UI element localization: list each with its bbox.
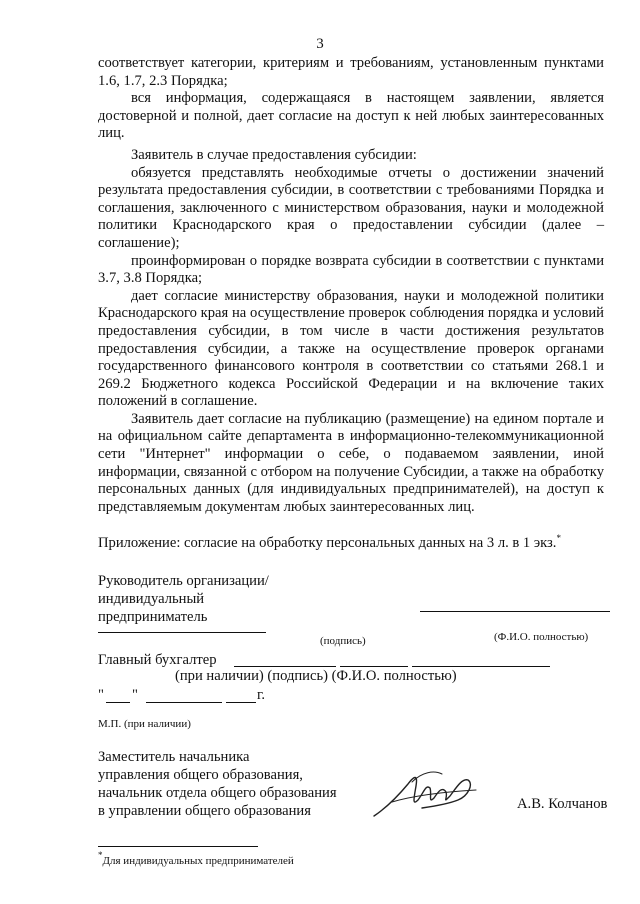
- date-close-quote: ": [132, 687, 138, 703]
- paragraph: Заявитель в случае предоставления субсидии:: [131, 146, 417, 163]
- date-year-suffix: г.: [257, 687, 265, 703]
- attachment-footnote-mark: *: [556, 533, 561, 543]
- signature-caption: (подпись): [320, 635, 366, 647]
- signer-position-line-4: в управлении общего образования: [98, 803, 311, 819]
- head-label-line-1: Руководитель организации/: [98, 573, 269, 589]
- paragraph: обязуется представлять необходимые отчеты о достижении значений результата предоставления субсидии, в соответствии с требованиями Порядка и соглашения, заключенного с министерством образования, науки и молодежной политики Краснодарского края о предоставлении субсидии (далее – соглашение);: [98, 164, 604, 251]
- signer-name: А.В. Колчанов: [517, 796, 608, 812]
- accountant-caption: (при наличии) (подпись) (Ф.И.О. полностью): [175, 668, 457, 684]
- signature-line: [98, 632, 266, 633]
- paragraph: соответствует категории, критериям и требованиям, установленным пунктами 1.6, 1.7, 2.3 Порядка;: [98, 55, 604, 89]
- footnote-separator: [98, 846, 258, 847]
- fio-line: [420, 611, 610, 612]
- fio-caption: (Ф.И.О. полностью): [494, 631, 589, 643]
- date-year-line: [226, 702, 256, 703]
- chief-accountant-label: Главный бухгалтер: [98, 652, 217, 668]
- signer-position-line-3: начальник отдела общего образования: [98, 785, 337, 801]
- accountant-fio-line: [412, 666, 550, 667]
- paragraph: дает согласие министерству образования, науки и молодежной политики Краснодарского края на осуществление проверок соблюдения порядка и условий предоставления субсидии, в том числе в части достижения результатов предоставления субсидии, а также на осуществление проверок органами государственного финансового контроля в соответствии со статьями 268.1 и 269.2 Бюджетного кодекса Российской Федерации и на включение таких положений в соглашение.: [98, 287, 604, 410]
- footnote: [98, 850, 294, 867]
- date-month-line: [146, 702, 222, 703]
- footnote-mark: *: [98, 850, 103, 860]
- handwritten-signature: [372, 766, 482, 822]
- attachment-text: Приложение: согласие на обработку персональных данных на 3 л. в 1 экз.: [98, 535, 557, 551]
- page-number: 3: [316, 36, 324, 52]
- signer-position-line-2: управления общего образования,: [98, 767, 303, 783]
- stamp-place: М.П. (при наличии): [98, 718, 191, 730]
- paragraph: вся информация, содержащаяся в настоящем заявлении, является достоверной и полной, дает согласие на доступ к ней любых заинтересованных лиц.: [98, 90, 604, 142]
- paragraph: Заявитель дает согласие на публикацию (размещение) на едином портале и на официальном сайте департамента в информационно-телекоммуникационной сети "Интернет" информации о себе, о подаваемом заявлении, иной информации, связанной с отбором на получение Субсидии, а также на обработку персональных данных (для индивидуальных предпринимателей), на доступ к представляемым документам любых заинтересованных лиц.: [98, 410, 604, 515]
- head-label-line-3: предприниматель: [98, 609, 208, 625]
- document-body: [98, 55, 604, 516]
- paragraph: проинформирован о порядке возврата субсидии в соответствии с пунктами 3.7, 3.8 Порядка;: [98, 252, 604, 287]
- signer-position-line-1: Заместитель начальника: [98, 749, 250, 765]
- date-open-quote: ": [98, 687, 104, 703]
- attachment-line: [98, 535, 561, 552]
- footnote-text: Для индивидуальных предпринимателей: [102, 855, 294, 867]
- accountant-field-line: [234, 666, 336, 667]
- head-label-line-2: индивидуальный: [98, 591, 205, 607]
- date-day-line: [106, 702, 130, 703]
- accountant-signature-line: [340, 666, 408, 667]
